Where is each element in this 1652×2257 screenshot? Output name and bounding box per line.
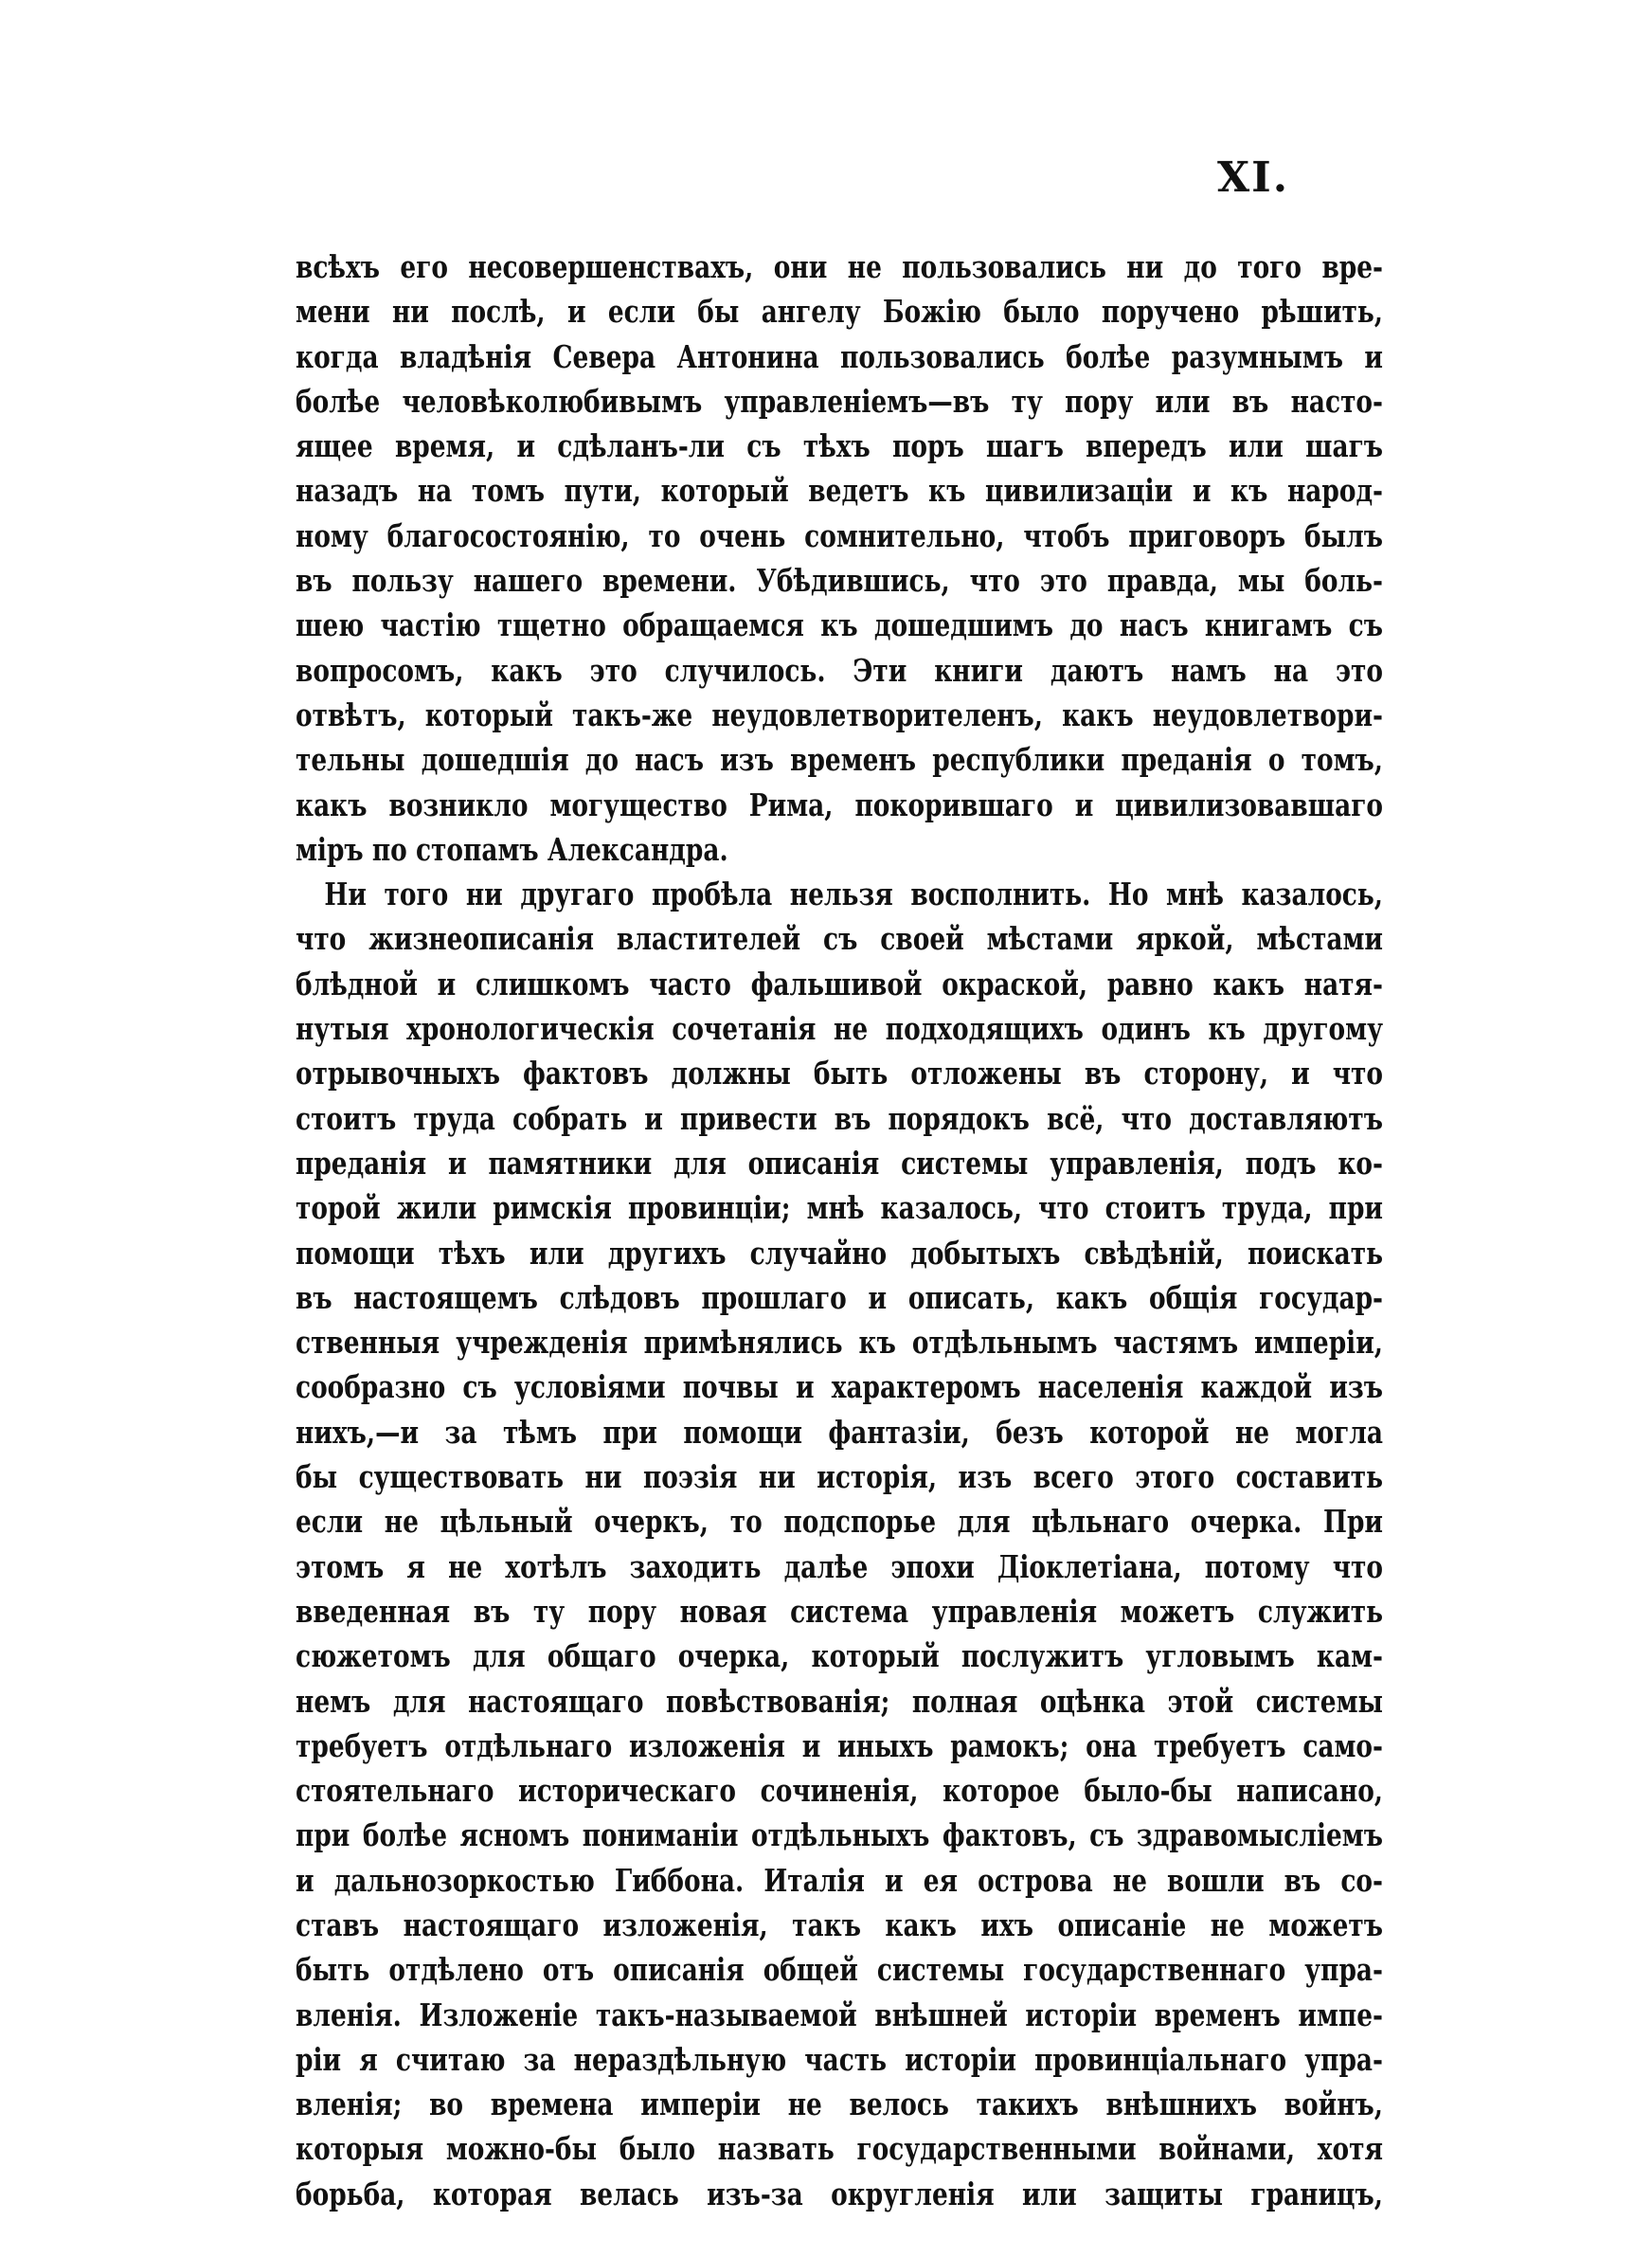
text-line: какъ возникло могущество Рима, покорившаго и цивилизовавшаго: [296, 785, 1383, 823]
text-line: всѣхъ его несовершенствахъ, они не пользовались ни до того вре-: [296, 248, 1383, 285]
text-line: стоитъ труда собрать и привести въ порядокъ всё, что доставляютъ: [296, 1099, 1383, 1137]
text-line: назадъ на томъ пути, который ведетъ къ цивилизаціи и къ народ-: [296, 472, 1383, 510]
body-text: [296, 244, 1383, 2216]
text-line: быть отдѣлено отъ описанія общей системы государственнаго упра-: [296, 1951, 1383, 1989]
text-line: борьба, которая велась изъ-за округленія или защиты границъ,: [296, 2175, 1383, 2212]
text-line: при болѣе ясномъ пониманіи отдѣльныхъ фактовъ, съ здравомысліемъ: [296, 1816, 1383, 1854]
text-line: бы существовать ни поэзія ни исторія, изъ всего этого составить: [296, 1458, 1383, 1496]
text-line: ящее время, и сдѣланъ-ли съ тѣхъ поръ шагъ впередъ или шагъ: [296, 427, 1383, 465]
text-line: тельны дошедшія до насъ изъ временъ республики преданія о томъ,: [296, 741, 1383, 779]
text-line: ріи я считаю за нераздѣльную часть исторіи провинціальнаго упра-: [296, 2040, 1383, 2078]
text-line: ставъ настоящаго изложенія, такъ какъ ихъ описаніе не можетъ: [296, 1905, 1383, 1943]
text-line: міръ по стопамъ Александра.: [296, 830, 728, 868]
text-line: нутыя хронологическія сочетанія не подходящихъ одинъ къ другому: [296, 1010, 1383, 1048]
page-number: XI.: [1217, 153, 1290, 202]
text-line: нихъ,—и за тѣмъ при помощи фантазіи, безъ которой не могла: [296, 1413, 1383, 1451]
text-line: ственныя учрежденія примѣнялись къ отдѣльнымъ частямъ имперіи,: [296, 1324, 1383, 1362]
text-line: стоятельнаго историческаго сочиненія, которое было-бы написано,: [296, 1772, 1383, 1810]
text-line: вленія; во времена имперіи не велось такихъ внѣшнихъ войнъ,: [296, 2085, 1383, 2123]
text-line: этомъ я не хотѣлъ заходить далѣе эпохи Діоклетіана, потому что: [296, 1547, 1383, 1585]
text-line: немъ для настоящаго повѣствованія; полная оцѣнка этой системы: [296, 1682, 1383, 1720]
text-line: введенная въ ту пору новая система управленія можетъ служить: [296, 1592, 1383, 1630]
text-line: отрывочныхъ фактовъ должны быть отложены въ сторону, и что: [296, 1055, 1383, 1092]
text-line: когда владѣнія Севера Антонина пользовались болѣе разумнымъ и: [296, 337, 1383, 375]
text-line: въ пользу нашего времени. Убѣдившись, что это правда, мы боль-: [296, 562, 1383, 600]
text-line: вленія. Изложеніе такъ-называемой внѣшней исторіи временъ импе-: [296, 1995, 1383, 2033]
text-line: шею частію тщетно обращаемся къ дошедшимъ до насъ книгамъ съ: [296, 606, 1383, 644]
text-line: въ настоящемъ слѣдовъ прошлаго и описать, какъ общія государ-: [296, 1278, 1383, 1316]
text-line: требуетъ отдѣльнаго изложенія и иныхъ рамокъ; она требуетъ само-: [296, 1726, 1383, 1764]
text-line: вопросомъ, какъ это случилось. Эти книги даютъ намъ на это: [296, 651, 1383, 689]
text-line: преданія и памятники для описанія системы управленія, подъ ко-: [296, 1144, 1383, 1182]
text-line: отвѣтъ, который такъ-же неудовлетворителенъ, какъ неудовлетвори-: [296, 695, 1383, 733]
text-line: блѣдной и слишкомъ часто фальшивой окраской, равно какъ натя-: [296, 965, 1383, 1002]
text-line: помощи тѣхъ или другихъ случайно добытыхъ свѣдѣній, поискать: [296, 1234, 1383, 1272]
text-line: что жизнеописанія властителей съ своей мѣстами яркой, мѣстами: [296, 920, 1383, 958]
text-line: торой жили римскія провинціи; мнѣ казалось, что стоитъ труда, при: [296, 1189, 1383, 1227]
paragraph-start-line: Ни того ни другаго пробѣла нельзя восполнить. Но мнѣ казалось,: [324, 876, 1383, 913]
text-line: если не цѣльный очеркъ, то подспорье для цѣльнаго очерка. При: [296, 1503, 1383, 1541]
text-line: мени ни послѣ, и если бы ангелу Божію было поручено рѣшить,: [296, 293, 1383, 331]
text-line: и дальнозоркостью Гиббона. Италія и ея острова не вошли въ со-: [296, 1861, 1383, 1899]
text-line: сюжетомъ для общаго очерка, который послужитъ угловымъ кам-: [296, 1637, 1383, 1675]
text-line: сообразно съ условіями почвы и характеромъ населенія каждой изъ: [296, 1368, 1383, 1406]
text-line: болѣе человѣколюбивымъ управленіемъ—въ ту пору или въ насто-: [296, 382, 1383, 420]
text-line: которыя можно-бы было назвать государственными войнами, хотя: [296, 2130, 1383, 2168]
text-line: ному благосостоянію, то очень сомнительно, чтобъ приговоръ былъ: [296, 516, 1383, 554]
